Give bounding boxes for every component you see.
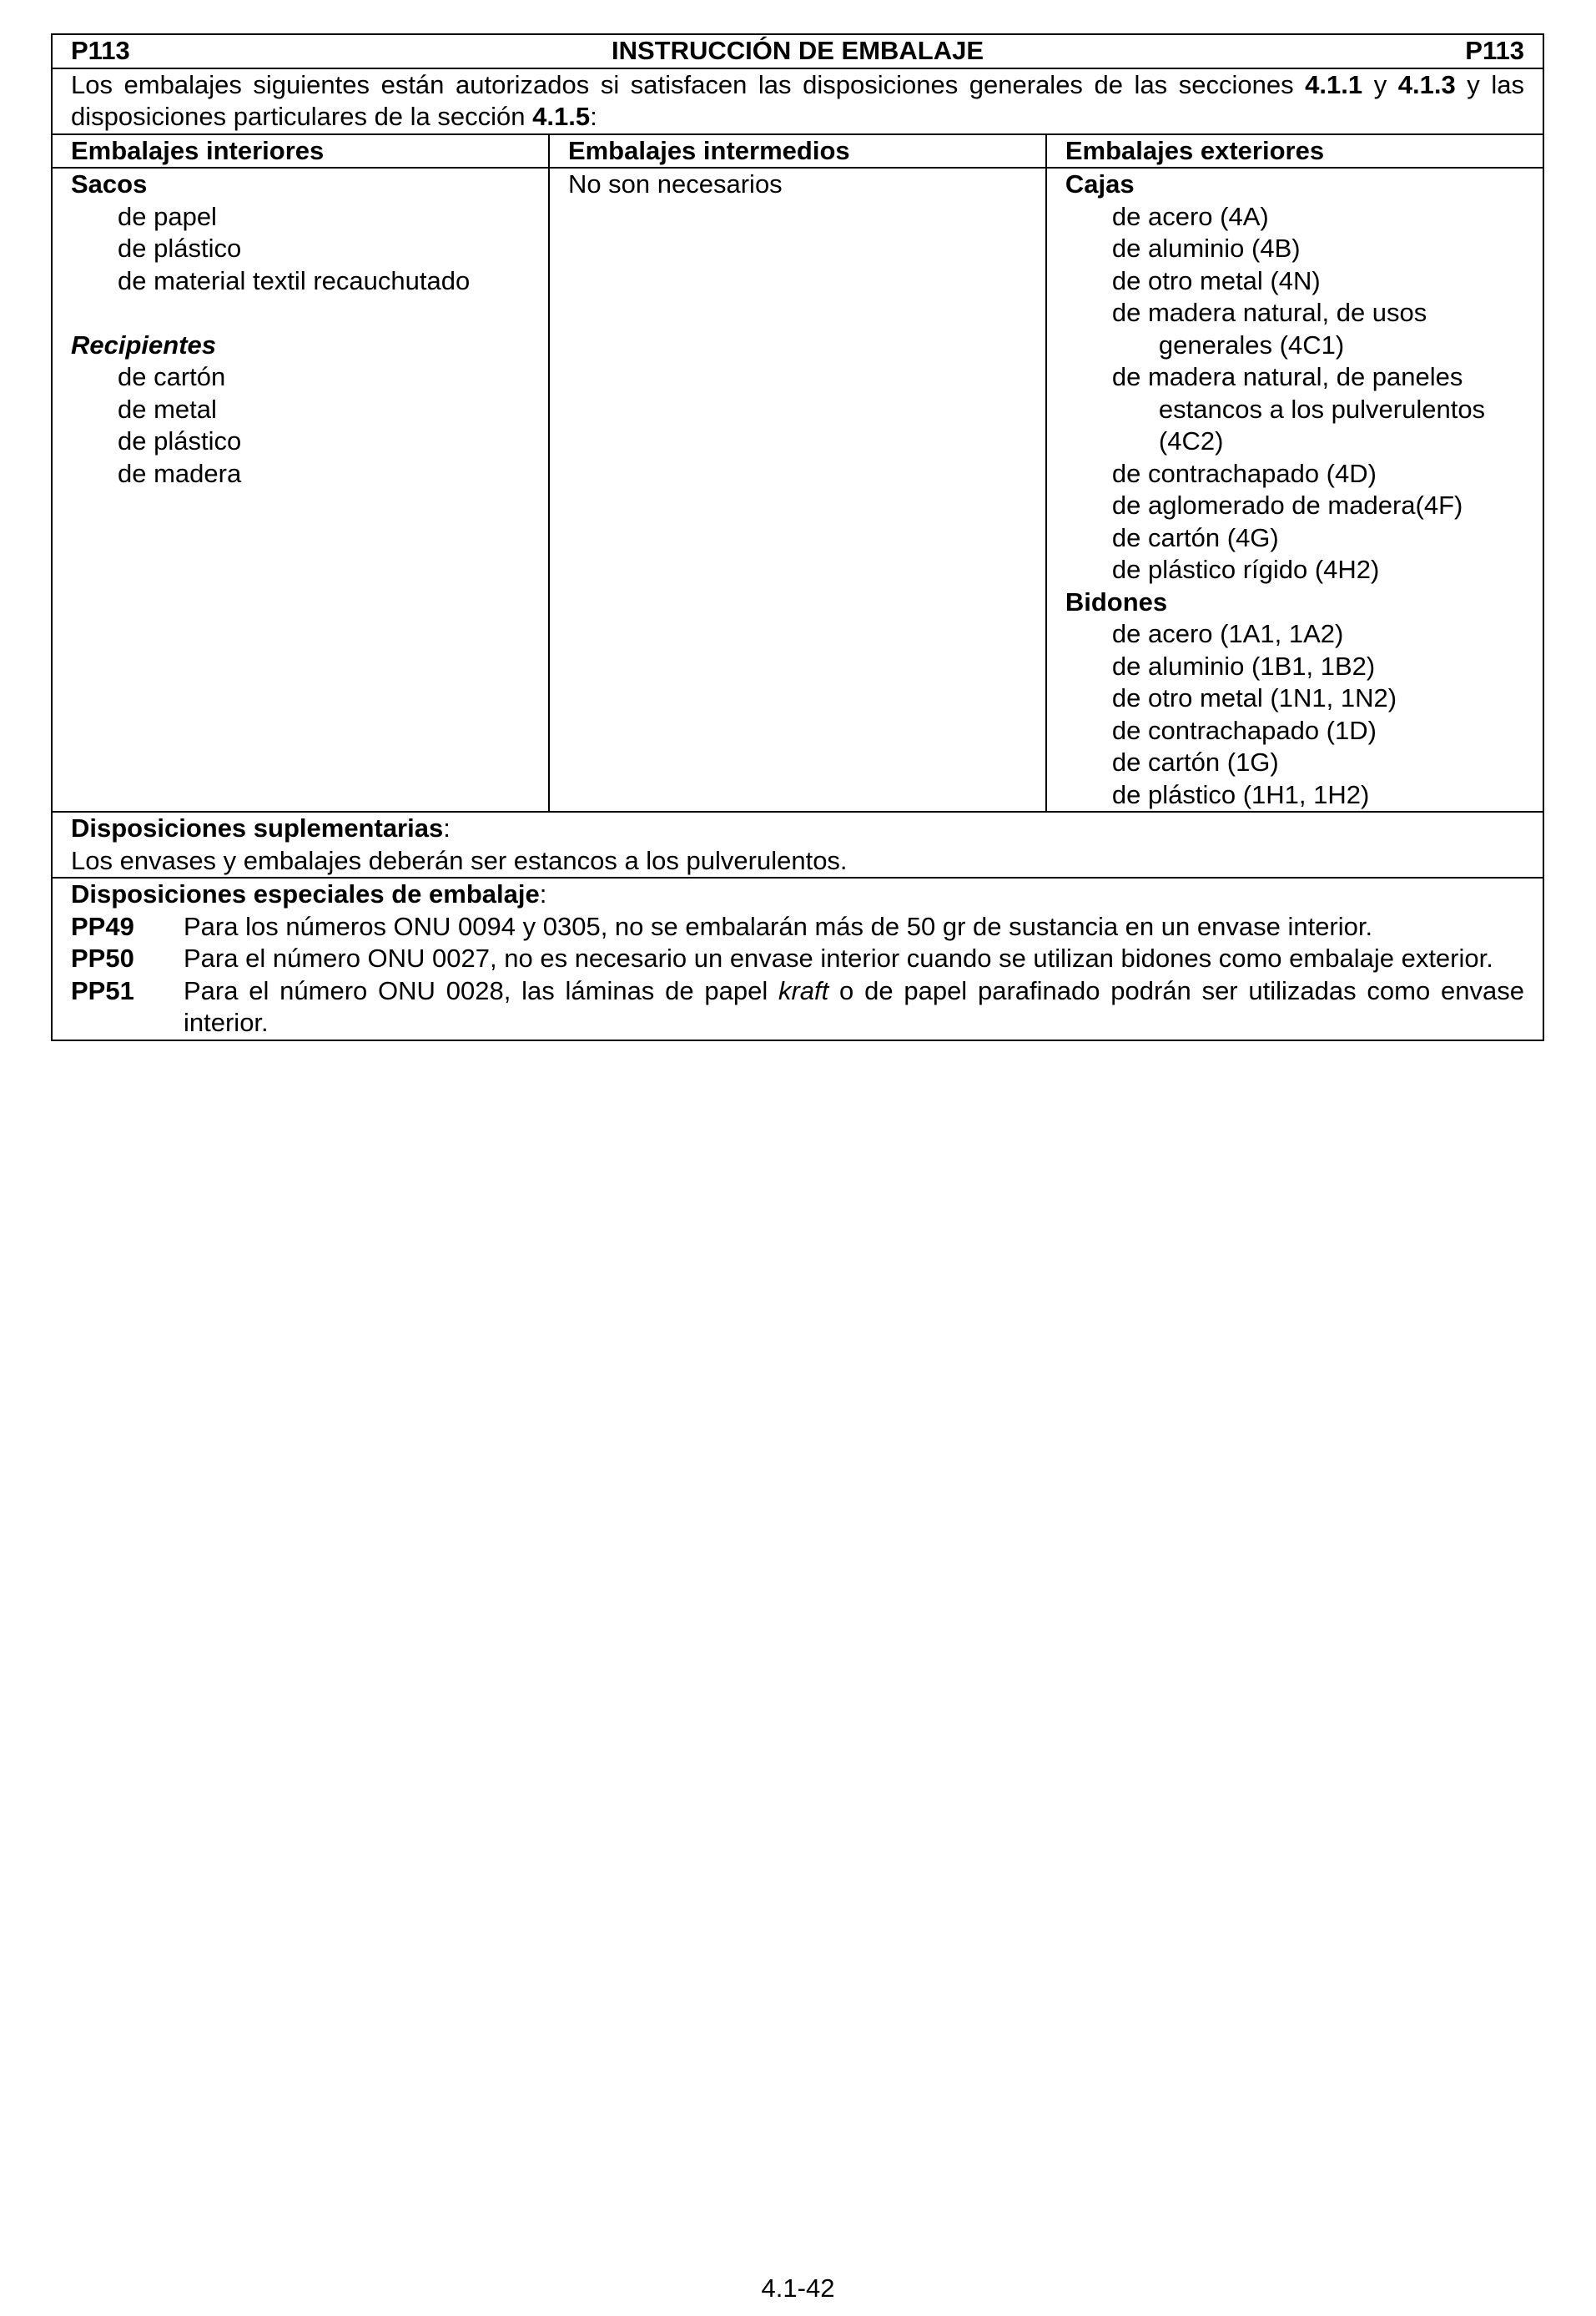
provision-code: PP50 bbox=[71, 944, 134, 973]
list-item: de acero (4A) bbox=[1111, 201, 1269, 231]
list-item: de papel bbox=[118, 201, 217, 231]
title-cell bbox=[52, 34, 1543, 68]
special-provisions-row bbox=[52, 878, 1543, 1040]
receptacles-heading: Recipientes bbox=[71, 330, 217, 360]
list-item: de plástico bbox=[118, 234, 242, 263]
list-item: de cartón (1G) bbox=[1111, 748, 1279, 777]
intro-text: y las disposiciones particulares de la sección bbox=[71, 69, 1524, 131]
intro-text: Los embalajes siguientes están autorizados si satisfacen las disposiciones generales de las secciones bbox=[71, 69, 1306, 99]
provision-pp50 bbox=[71, 943, 1524, 975]
header-outer-packaging: Embalajes exteriores bbox=[1046, 134, 1543, 169]
list-item: de aglomerado de madera(4F) bbox=[1111, 491, 1463, 520]
boxes-heading: Cajas bbox=[1065, 169, 1135, 199]
instruction-code-left: P113 bbox=[71, 36, 130, 65]
provision-code: PP51 bbox=[71, 975, 134, 1005]
inner-packaging-cell bbox=[52, 168, 549, 812]
provision-text-part: o de papel parafinado podrán ser utilizadas como envase interior. bbox=[184, 975, 1524, 1037]
list-item: de aluminio (4B) bbox=[1111, 234, 1301, 263]
section-ref-4-1-3: 4.1.3 bbox=[1397, 69, 1456, 99]
list-item: de material textil recauchutado bbox=[118, 265, 471, 295]
provision-pp51 bbox=[71, 975, 1524, 1040]
list-item: de plástico (1H1, 1H2) bbox=[1111, 779, 1370, 809]
list-item: de contrachapado (1D) bbox=[1111, 715, 1377, 745]
packing-instruction-table bbox=[51, 33, 1544, 1041]
column-header-row bbox=[52, 134, 1543, 169]
list-item: de madera natural, de paneles estancos a los pulverulentos (4C2) bbox=[1111, 362, 1486, 456]
kraft-term: kraft bbox=[778, 975, 829, 1005]
sacks-heading: Sacos bbox=[71, 169, 148, 199]
list-item: de cartón bbox=[118, 362, 226, 391]
intermediate-packaging-cell bbox=[549, 168, 1046, 812]
supplementary-text: Los envases y embalajes deberán ser estancos a los pulverulentos. bbox=[71, 845, 848, 875]
intro-row bbox=[52, 68, 1543, 134]
list-item: de aluminio (1B1, 1B2) bbox=[1111, 651, 1376, 681]
list-item: de contrachapado (4D) bbox=[1111, 458, 1377, 488]
list-item: de otro metal (1N1, 1N2) bbox=[1111, 683, 1397, 712]
list-item: de metal bbox=[118, 394, 217, 424]
supplementary-cell bbox=[52, 812, 1543, 878]
instruction-code-right: P113 bbox=[1465, 36, 1524, 65]
list-item: de madera natural, de usos generales (4C1) bbox=[1111, 298, 1427, 360]
provision-text-part: Para el número ONU 0028, las láminas de papel bbox=[184, 975, 778, 1005]
packaging-content-row bbox=[52, 168, 1543, 812]
instruction-title: INSTRUCCIÓN DE EMBALAJE bbox=[611, 36, 984, 65]
list-item: de cartón (4G) bbox=[1111, 522, 1279, 552]
list-item: de madera bbox=[118, 458, 242, 488]
intermediate-text: No son necesarios bbox=[567, 169, 783, 199]
list-item: de plástico bbox=[118, 426, 242, 456]
provision-text bbox=[184, 975, 1524, 1040]
header-inner-packaging: Embalajes interiores bbox=[52, 134, 549, 169]
intro-paragraph bbox=[52, 68, 1543, 134]
section-ref-4-1-5: 4.1.5 bbox=[532, 102, 591, 131]
supplementary-colon: : bbox=[443, 813, 451, 843]
list-item: de plástico rígido (4H2) bbox=[1111, 555, 1380, 584]
provision-text: Para el número ONU 0027, no es necesario un envase interior cuando se utilizan bidones como embalaje exterior. bbox=[184, 944, 1493, 973]
provision-text: Para los números ONU 0094 y 0305, no se embalarán más de 50 gr de sustancia en un envase interior. bbox=[184, 911, 1373, 941]
supplementary-row bbox=[52, 812, 1543, 878]
title-row bbox=[52, 34, 1543, 68]
special-provisions-cell bbox=[52, 878, 1543, 1040]
special-provisions-colon: : bbox=[539, 879, 547, 909]
outer-packaging-cell bbox=[1046, 168, 1543, 812]
provision-code: PP49 bbox=[71, 911, 134, 941]
page-number: 4.1-42 bbox=[761, 2273, 835, 2303]
special-provisions-heading: Disposiciones especiales de embalaje bbox=[71, 879, 540, 909]
section-ref-4-1-1: 4.1.1 bbox=[1305, 69, 1363, 99]
list-item: de acero (1A1, 1A2) bbox=[1111, 619, 1344, 648]
intro-text: : bbox=[590, 102, 597, 131]
intro-text: y bbox=[1362, 69, 1398, 99]
provision-pp49 bbox=[71, 911, 1524, 944]
drums-heading: Bidones bbox=[1065, 587, 1168, 617]
list-item: de otro metal (4N) bbox=[1111, 265, 1321, 295]
header-intermediate-packaging: Embalajes intermedios bbox=[549, 134, 1046, 169]
supplementary-heading: Disposiciones suplementarias bbox=[71, 813, 444, 843]
